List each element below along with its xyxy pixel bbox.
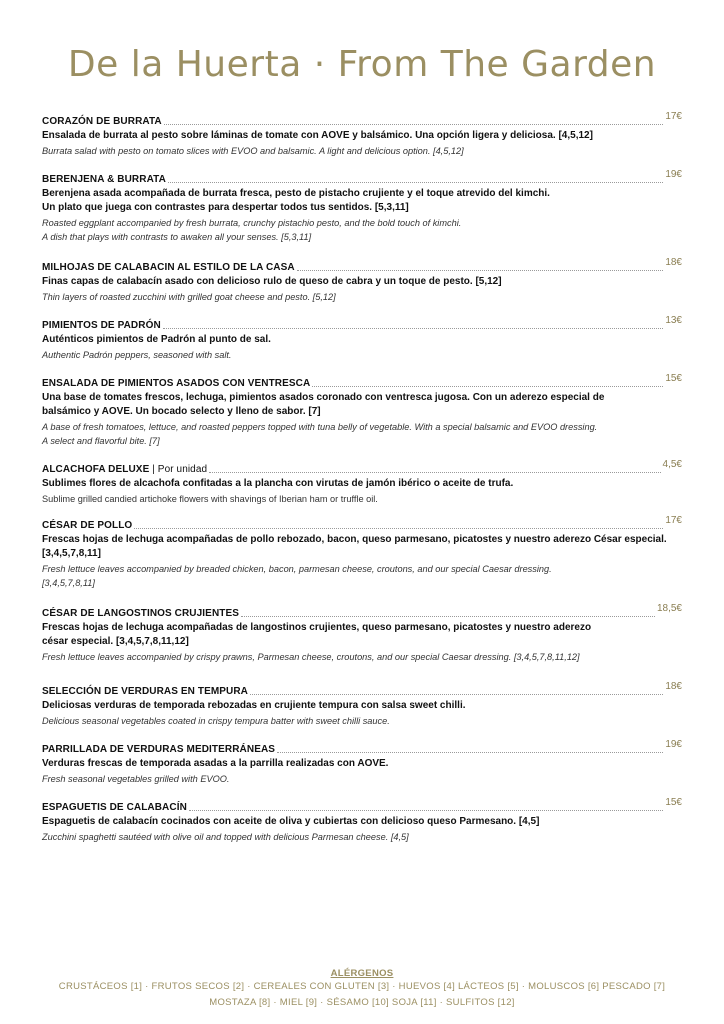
menu-item [42, 374, 682, 448]
dotted-leader [209, 472, 660, 473]
menu-item-name: ESPAGUETIS DE CALABACÍN [42, 802, 187, 813]
menu-item-description-en: Roasted eggplant accompanied by fresh burrata, crunchy pistachio pesto, and the bold touch of kimchi. [42, 218, 462, 228]
menu-item [42, 170, 682, 244]
dotted-leader [189, 810, 663, 811]
menu-item-description-es: Finas capas de calabacín asado con delicioso rulo de queso de cabra y un toque de pesto. [5,12] [42, 276, 502, 287]
menu-item-name: ALCACHOFA DELUXE [42, 464, 150, 475]
menu-item-price: 15€ [665, 373, 682, 384]
allergens-line-2: MOSTAZA [8] · MIEL [9] · SÉSAMO [10] SOJA [11] · SULFITOS [12] [209, 997, 515, 1008]
menu-item-price: 18,5€ [656, 603, 682, 614]
menu-item-description-es: césar especial. [3,4,5,7,8,11,12] [42, 636, 189, 647]
menu-item-name: CÉSAR DE POLLO [42, 520, 133, 531]
menu-item-description-es: Frescas hojas de lechuga acompañadas de langostinos crujientes, queso parmesano, picatostes y nuestro aderezo [42, 622, 592, 633]
menu-item-price: 19€ [665, 169, 682, 180]
menu-item-description-es: Berenjena asada acompañada de burrata fresca, pesto de pistacho crujiente y el toque atrevido del kimchi. [42, 188, 550, 199]
dotted-leader [297, 270, 664, 271]
menu-item [42, 604, 682, 664]
menu-item-name: CORAZÓN DE BURRATA [42, 116, 162, 127]
dotted-leader [312, 386, 663, 387]
menu-item-description-en: Thin layers of roasted zucchini with grilled goat cheese and pesto. [5,12] [42, 292, 336, 302]
menu-item-description-en: Delicious seasonal vegetables coated in crispy tempura batter with sweet chilli sauce. [42, 716, 390, 726]
menu-item-description-es: Espaguetis de calabacín cocinados con aceite de oliva y cubiertas con delicioso queso Parmesano. [4,5] [42, 816, 540, 827]
menu-item-price: 17€ [665, 111, 682, 122]
menu-item-header [42, 740, 682, 756]
menu-item-price: 19€ [665, 739, 682, 750]
menu-item-name: ENSALADA DE PIMIENTOS ASADOS CON VENTRESCA [42, 378, 311, 389]
menu-item-description-es: [3,4,5,7,8,11] [42, 548, 101, 559]
dotted-leader [168, 182, 663, 183]
menu-item-description-en: A dish that plays with contrasts to awaken all your senses. [5,3,11] [42, 232, 312, 242]
menu-item-description-es: balsámico y AOVE. Un bocado selecto y lleno de sabor. [7] [42, 406, 321, 417]
menu-item-name: PARRILLADA DE VERDURAS MEDITERRÁNEAS [42, 744, 276, 755]
menu-item-name: BERENJENA & BURRATA [42, 174, 166, 185]
dotted-leader [250, 694, 663, 695]
menu-item-name: SELECCIÓN DE VERDURAS EN TEMPURA [42, 686, 248, 697]
menu-item-description-en: Authentic Padrón peppers, seasoned with salt. [42, 350, 232, 360]
allergens-section [0, 968, 724, 1011]
menu-item-header [42, 316, 682, 332]
dotted-leader [277, 752, 663, 753]
menu-item-description-es: Verduras frescas de temporada asadas a la parrilla realizadas con AOVE. [42, 758, 389, 769]
menu-item-header [42, 258, 682, 274]
menu-item [42, 112, 682, 158]
menu-item-description-en: Fresh lettuce leaves accompanied by breaded chicken, bacon, parmesan cheese, croutons, and our special Caesar dressing. [42, 564, 552, 574]
menu-item-description-es: Frescas hojas de lechuga acompañadas de pollo rebozado, bacon, queso parmesano, picatostes y nuestro aderezo César especial. [42, 534, 667, 545]
menu-item-header [42, 170, 682, 186]
menu-item-header [42, 374, 682, 390]
menu-item [42, 682, 682, 728]
menu-item-name: MILHOJAS DE CALABACIN AL ESTILO DE LA CASA [42, 262, 295, 273]
menu-item-description-es: Un plato que juega con contrastes para despertar todos tus sentidos. [5,3,11] [42, 202, 409, 213]
menu-item-name: CÉSAR DE LANGOSTINOS CRUJIENTES [42, 608, 240, 619]
dotted-leader [164, 124, 664, 125]
menu-item-description-en: [3,4,5,7,8,11] [42, 578, 95, 588]
menu-item-description-en: Sublime grilled candied artichoke flowers with shavings of Iberian ham or truffle oil. [42, 494, 378, 504]
menu-item [42, 516, 682, 590]
menu-item-price: 4,5€ [662, 459, 682, 470]
menu-item-header [42, 112, 682, 128]
menu-item-description-es: Una base de tomates frescos, lechuga, pimientos asados coronado con ventresca jugosa. Con un aderezo especial de [42, 392, 605, 403]
menu-item-description-en: Fresh lettuce leaves accompanied by crispy prawns, Parmesan cheese, croutons, and our special Caesar dressing. [3,4,5,7,8,11,12] [42, 652, 580, 662]
menu-item-description-es: Ensalada de burrata al pesto sobre láminas de tomate con AOVE y balsámico. Una opción ligera y deliciosa. [4,5,12] [42, 130, 593, 141]
dotted-leader [134, 528, 663, 529]
dotted-leader [241, 616, 655, 617]
menu-item-description-en: Zucchini spaghetti sautéed with olive oil and topped with delicious Parmesan cheese. [4,5] [42, 832, 409, 842]
menu-item-description-en: A base of fresh tomatoes, lettuce, and roasted peppers topped with tuna belly of vegetable. With a special balsamic and EVOO dressing. [42, 422, 598, 432]
menu-item-price: 13€ [665, 315, 682, 326]
menu-item-header [42, 682, 682, 698]
menu-item-name-note: | Por unidad [149, 464, 208, 475]
menu-item-price: 18€ [665, 681, 682, 692]
menu-item [42, 740, 682, 786]
menu-item-description-es: Deliciosas verduras de temporada rebozadas en crujiente tempura con salsa sweet chilli. [42, 700, 466, 711]
menu-item-name: PIMIENTOS DE PADRÓN [42, 320, 161, 331]
menu-item [42, 316, 682, 362]
allergens-title: ALÉRGENOS [330, 968, 394, 979]
menu-item-description-en: A select and flavorful bite. [7] [42, 436, 160, 446]
menu-item-price: 15€ [665, 797, 682, 808]
menu-item-description-es: Auténticos pimientos de Padrón al punto de sal. [42, 334, 271, 345]
allergens-line-1: CRUSTÁCEOS [1] · FRUTOS SECOS [2] · CEREALES CON GLUTEN [3] · HUEVOS [4] LÁCTEOS [5] · MOLUSCOS [6] PESCADO [7] [58, 981, 666, 992]
dotted-leader [163, 328, 664, 329]
menu-item-description-es: Sublimes flores de alcachofa confitadas a la plancha con virutas de jamón ibérico o aceite de trufa. [42, 478, 514, 489]
menu-item-description-en: Fresh seasonal vegetables grilled with EVOO. [42, 774, 230, 784]
menu-item-price: 17€ [665, 515, 682, 526]
menu-item-header [42, 604, 682, 620]
menu-item-description-en: Burrata salad with pesto on tomato slices with EVOO and balsamic. A light and delicious option. [4,5,12] [42, 146, 464, 156]
menu-item-header [42, 516, 682, 532]
page-title: De la Huerta · From The Garden [67, 44, 657, 85]
menu-item [42, 258, 682, 304]
menu-item [42, 460, 682, 506]
menu-item [42, 798, 682, 844]
menu-item-header [42, 798, 682, 814]
menu-item-price: 18€ [665, 257, 682, 268]
menu-item-header [42, 460, 682, 476]
